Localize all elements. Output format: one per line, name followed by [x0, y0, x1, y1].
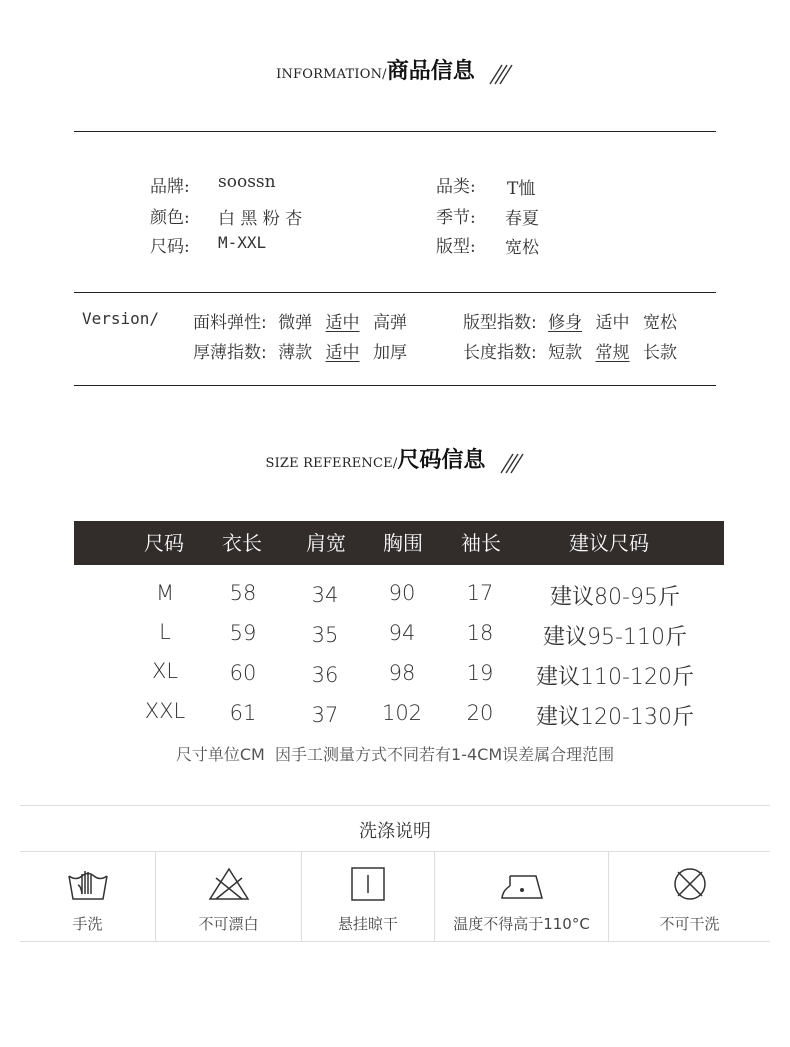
table-cell: 建议80-95斤 [550, 585, 680, 610]
size-reference-heading [0, 443, 790, 474]
col-header-length: 衣长 [222, 531, 262, 555]
table-cell: 建议95-110斤 [543, 625, 687, 650]
length-row [463, 338, 677, 363]
fit-index-label: 版型指数: [463, 313, 537, 333]
fit-index-option: 适中 [595, 313, 630, 333]
divider [20, 941, 770, 942]
wash-item-hand-wash [20, 852, 155, 940]
table-cell: 90 [388, 581, 416, 605]
fit-index-option-selected: 修身 [548, 313, 583, 333]
table-cell: 59 [229, 621, 257, 645]
col-header-shoulder: 肩宽 [306, 531, 346, 555]
table-cell: 19 [466, 661, 494, 685]
product-info-heading-en: INFORMATION/ [276, 67, 387, 82]
table-cell: 34 [311, 583, 339, 607]
thickness-option-selected: 适中 [325, 343, 360, 363]
fit-value: 宽松 [505, 238, 539, 258]
color-value: 白 黑 粉 杏 [218, 209, 303, 229]
wash-item-iron [435, 852, 608, 940]
measurement-note: 尺寸单位CM 因手工测量方式不同若有1-4CM误差属合理范围 [175, 745, 615, 764]
season-value: 春夏 [505, 209, 539, 229]
elasticity-label: 面料弹性: [193, 313, 267, 333]
col-header-chest: 胸围 [383, 531, 423, 555]
size-value: M-XXL [218, 233, 267, 252]
col-header-recommend: 建议尺码 [569, 531, 649, 555]
wash-item-label: 手洗 [72, 915, 103, 933]
table-cell: XXL [144, 699, 186, 723]
col-header-size: 尺码 [144, 531, 184, 555]
category-label: 品类: [436, 177, 476, 197]
no-bleach-icon [207, 866, 251, 902]
wash-item-no-bleach [156, 852, 301, 940]
table-cell: 17 [466, 581, 494, 605]
thickness-option: 薄款 [278, 343, 313, 363]
table-cell: 20 [466, 701, 494, 725]
wash-item-label: 温度不得高于110°C [453, 915, 590, 933]
table-cell: 61 [229, 701, 257, 725]
divider [74, 131, 716, 132]
table-cell: 36 [311, 663, 339, 687]
table-cell: 94 [388, 621, 416, 645]
brand-label: 品牌: [150, 177, 190, 197]
elasticity-option-selected: 适中 [325, 313, 360, 333]
size-reference-heading-zh: 尺码信息 [397, 448, 486, 473]
fit-index-row [463, 308, 677, 333]
elasticity-option: 高弹 [372, 313, 407, 333]
hatch-decoration-icon [488, 63, 514, 85]
col-header-sleeve: 袖长 [461, 531, 501, 555]
category-value: T恤 [507, 179, 536, 199]
hand-wash-icon [66, 866, 110, 902]
wash-item-label: 悬挂晾干 [337, 915, 398, 933]
table-cell: L [159, 620, 171, 644]
washing-title: 洗涤说明 [359, 821, 431, 842]
elasticity-option: 微弹 [278, 313, 313, 333]
table-cell: 58 [229, 581, 257, 605]
table-cell: 建议110-120斤 [536, 665, 694, 690]
fit-index-option: 宽松 [642, 313, 677, 333]
divider [20, 805, 770, 806]
wash-item-label: 不可漂白 [198, 915, 259, 933]
table-cell: 98 [388, 661, 416, 685]
product-info-heading-zh: 商品信息 [386, 59, 475, 84]
table-cell: XL [151, 659, 179, 683]
color-label: 颜色: [150, 208, 190, 228]
thickness-label: 厚薄指数: [193, 343, 267, 363]
product-info-heading [0, 54, 790, 85]
hatch-decoration-icon [499, 452, 525, 474]
wash-item-hang-dry [302, 852, 434, 940]
table-cell: M [155, 581, 175, 605]
table-cell: 35 [311, 623, 339, 647]
divider [74, 292, 716, 293]
size-reference-heading-en: SIZE REFERENCE/ [265, 456, 398, 471]
table-cell: 18 [466, 621, 494, 645]
fit-label: 版型: [436, 237, 476, 257]
length-option: 长款 [642, 343, 677, 363]
table-cell: 建议120-130斤 [536, 705, 694, 730]
table-cell: 60 [229, 661, 257, 685]
thickness-option: 加厚 [372, 343, 407, 363]
season-label: 季节: [436, 208, 476, 228]
hang-dry-icon [346, 866, 390, 902]
version-label: Version/ [82, 309, 160, 328]
brand-value: soossn [218, 172, 276, 192]
thickness-row [193, 338, 407, 363]
size-table-header [74, 521, 724, 565]
elasticity-row [193, 308, 407, 333]
table-cell: 102 [381, 701, 423, 725]
table-cell: 37 [311, 703, 339, 727]
length-label: 长度指数: [463, 343, 537, 363]
divider [74, 385, 716, 386]
wash-item-label: 不可干洗 [659, 915, 720, 933]
size-label: 尺码: [150, 237, 190, 257]
length-option: 短款 [548, 343, 583, 363]
length-option-selected: 常规 [595, 343, 630, 363]
wash-item-no-dry-clean [609, 852, 770, 940]
iron-icon [498, 866, 546, 902]
no-dry-clean-icon [668, 866, 712, 902]
